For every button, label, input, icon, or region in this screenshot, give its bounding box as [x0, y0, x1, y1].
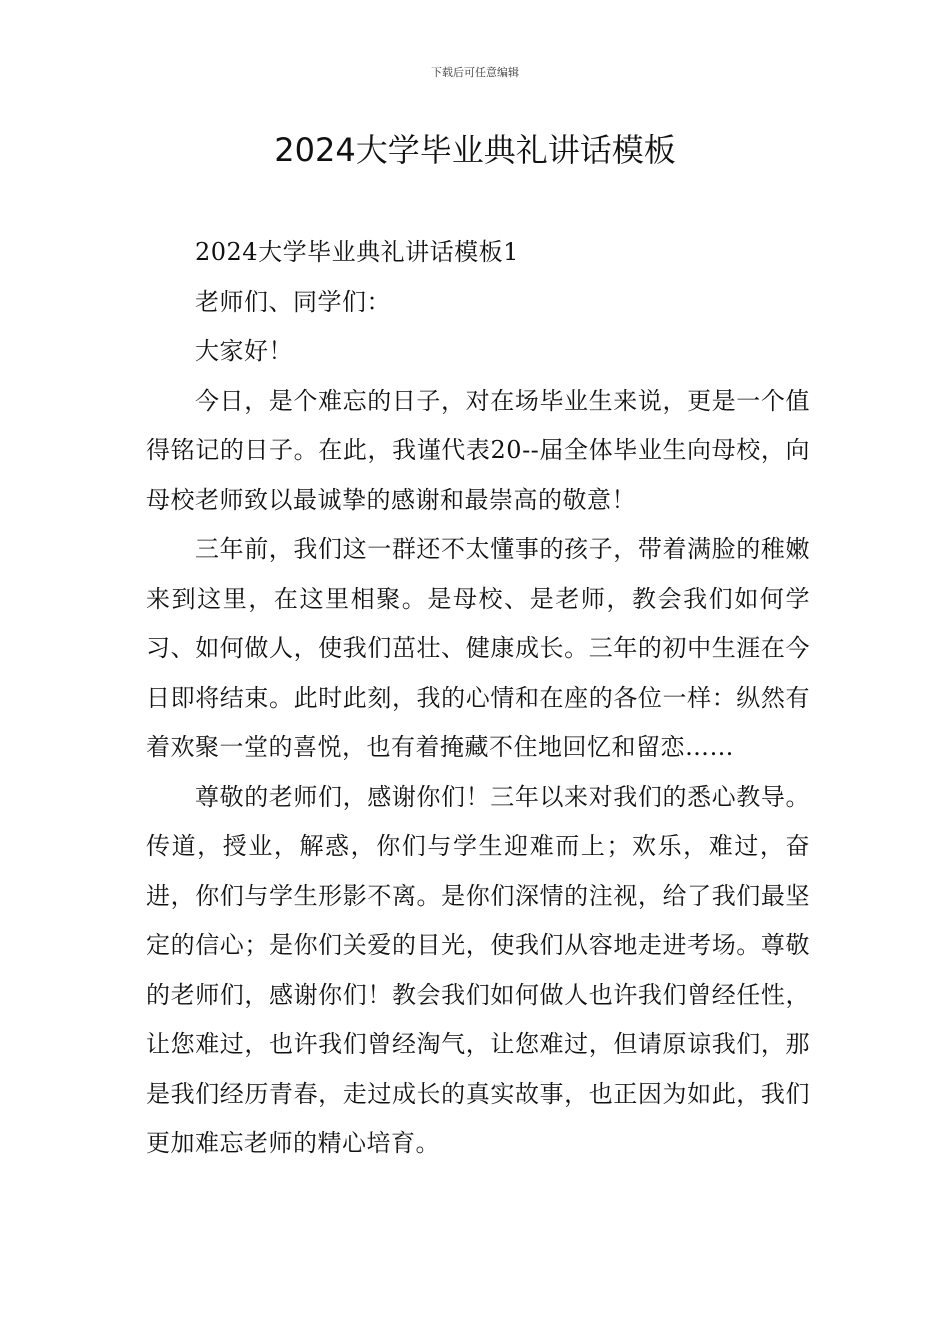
salutation: 老师们、同学们：: [195, 287, 391, 316]
paragraph: 三年前，我们这一群还不太懂事的孩子，带着满脸的稚嫩来到这里，在这里相聚。是母校、是老师，教会我们如何学习、如何做人，使我们茁壮、健康成长。三年的初中生涯在今日即将结束。此时此刻，我的心情和在座的各位一样：纵然有着欢聚一堂的喜悦，也有着掩藏不住地回忆和留恋……: [146, 535, 810, 761]
header-note: 下载后可任意编辑: [431, 66, 519, 79]
section-heading: 2024大学毕业典礼讲话模板1: [195, 238, 519, 266]
document-title: 2024大学毕业典礼讲话模板: [274, 131, 676, 169]
document-body: [146, 228, 810, 1169]
paragraph: 今日，是个难忘的日子，对在场毕业生来说，更是一个值得铭记的日子。在此，我谨代表20--届全体毕业生向母校，向母校老师致以最诚挚的感谢和最崇高的敬意！: [146, 386, 810, 514]
greeting: 大家好！: [195, 337, 293, 365]
paragraph: 尊敬的老师们，感谢你们！三年以来对我们的悉心教导。传道，授业，解惑，你们与学生迎难而上；欢乐，难过，奋进，你们与学生形影不离。是你们深情的注视，给了我们最坚定的信心；是你们关爱的目光，使我们从容地走进考场。尊敬的老师们，感谢你们！教会我们如何做人也许我们曾经任性，让您难过，也许我们曾经淘气，让您难过，但请原谅我们，那是我们经历青春，走过成长的真实故事，也正因为如此，我们更加难忘老师的精心培育。: [146, 782, 810, 1157]
